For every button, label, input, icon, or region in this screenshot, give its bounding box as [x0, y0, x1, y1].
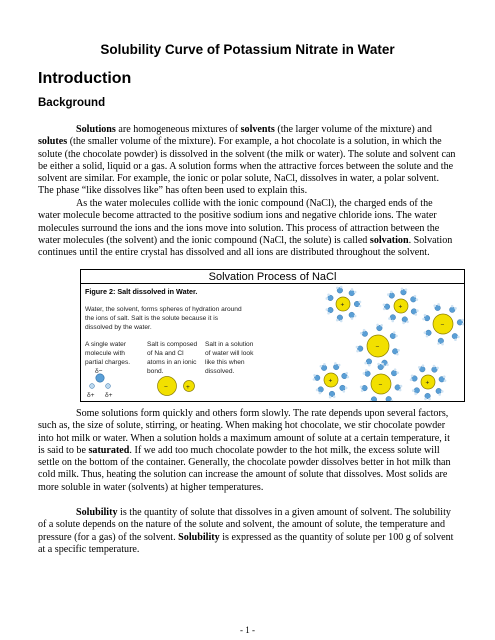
hydrogen-atom-icon — [416, 309, 419, 312]
hydrogen-atom-icon — [457, 336, 460, 339]
hydrogen-atom-icon — [414, 295, 417, 298]
hydrogen-atom-icon — [327, 312, 330, 315]
figure-desc-line2: the ions of salt. Salt is the solute because it is — [85, 315, 219, 322]
sodium-sign: + — [186, 384, 190, 391]
hydrogen-atom-icon — [383, 303, 386, 306]
hydrogen-atom-icon — [411, 374, 414, 377]
water-molecule-icon — [386, 396, 392, 401]
delta-plus-label-left: δ+ — [87, 392, 95, 399]
water-molecule-icon — [436, 388, 442, 394]
hydrogen-atom-icon — [400, 385, 403, 388]
hydrogen-atom-icon — [416, 298, 419, 301]
hydrogen-atom-icon — [323, 363, 326, 366]
text-run: (the smaller volume of the mixture). For example, a hot chocolate is a solution, in which the solute (the chocolate powder) is dissolved in the solvent (the milk or water). The solute and solvent can be either a solid, liquid or a gas. A solution forms when the attractive forces between the solute and the solvent are similar. For example, the ionic or polar solute, NaCl, dissolves in water, a polar solvent. The phase “like dissolves like” has often been used to explain this. — [38, 136, 456, 197]
text-run: . If we add too much chocolate powder to the hot milk, the excess solute will settle on the bottom of the container. Generally, the chocolate powder dissolves better in hot milk than cold milk. Thus, heating the solution can increase the amount of solute that dissolves. Most solids are more soluble in water (solvents) at higher temperatures. — [38, 444, 451, 493]
hydrogen-atom-icon — [406, 320, 409, 323]
term-solutes: solutes — [38, 136, 68, 148]
hydrogen-atom-icon — [326, 308, 329, 311]
water-caption-line1: A single water — [85, 341, 127, 348]
minus-sign: − — [375, 343, 380, 351]
salt-caption-line1: Salt is composed — [147, 341, 198, 348]
hydrogen-atom-icon — [365, 369, 368, 372]
hydrogen-atom-icon — [437, 303, 440, 306]
hydrogen-atom-icon — [461, 319, 464, 322]
hydrogen-atom-icon — [401, 288, 404, 291]
hydrogen-atom-icon — [340, 320, 343, 323]
paragraph-solutions — [38, 124, 456, 198]
term-solvents: solvents — [240, 124, 275, 135]
water-molecule-icon — [87, 368, 113, 399]
hydrogen-atom-icon — [454, 307, 457, 310]
term-solubility-2: Solubility — [178, 531, 220, 543]
water-molecule-icon — [391, 370, 397, 376]
minus-sign: − — [440, 321, 445, 329]
plus-sign: + — [425, 379, 430, 387]
water-molecule-icon — [389, 293, 395, 299]
text-run: is the quantity of solute that dissolves in a given amount of solvent. The solubility of a solute depends on the nature of the solute and solvent, the amount of solute, the temperature and pressure (for a gas) of the solvent. — [38, 507, 451, 543]
dissolved-caption-line2: of water will look — [205, 350, 254, 357]
hydrogen-atom-icon — [345, 387, 348, 390]
hydrogen-atom-icon — [363, 372, 366, 375]
figure-illustration — [81, 284, 464, 401]
hydrogen-atom-icon — [433, 304, 436, 307]
hydrogen-atom-icon — [351, 317, 354, 320]
hydrogen-atom-icon — [381, 363, 384, 366]
hydrogen-atom-icon — [391, 320, 394, 323]
hydrogen-atom-icon — [444, 379, 447, 382]
hydrogen-atom-icon — [364, 362, 367, 365]
hydrogen-atom-icon — [333, 395, 336, 398]
hydrogen-atom-icon — [395, 335, 398, 338]
hydrated-ions-illustration — [313, 286, 464, 401]
hydrogen-atom-icon — [422, 318, 425, 321]
hydrogen-atom-icon — [393, 331, 396, 334]
hydrogen-atom-icon — [426, 335, 429, 338]
paragraph-rate — [38, 408, 456, 494]
hydrogen-atom-icon — [424, 398, 427, 401]
paragraph-solvation — [38, 198, 456, 259]
text-run: Some solutions form quickly and others form slowly. The rate depends upon several factors, such as, the size of solute, stirring, or heating. When making hot chocolate, we stir chocolate powder into hot milk or water. When a solution holds a maximum amount of solute at a certain temperature, it is said to be — [38, 408, 450, 456]
hydrogen-atom-icon — [347, 376, 350, 379]
water-molecule-icon — [349, 290, 355, 296]
hydrogen-atom-icon — [410, 378, 413, 381]
water-molecule-icon — [318, 387, 324, 393]
figure-desc-line3: dissolved by the water. — [85, 324, 152, 331]
dissolved-caption-line3: like this when — [205, 359, 245, 366]
hydrogen-atom-icon — [327, 294, 330, 297]
delta-plus-label-right: δ+ — [105, 392, 113, 399]
delta-minus-label: δ− — [95, 368, 103, 375]
hydrogen-atom-icon — [438, 393, 441, 396]
hydrogen-atom-icon — [359, 301, 362, 304]
text-run: As the water molecules collide with the ionic compound (NaCl), the charged ends of the water molecule become attracted to the positive sodium ions and negative chloride ions. The water molecules surround the ions and the ions move into solution. This process of attraction between the water molecules (the solvent) and the ionic compound (NaCl, the solute) is called — [38, 198, 440, 246]
hydrogen-atom-icon — [361, 389, 364, 392]
plus-sign: + — [340, 301, 345, 309]
text-run: (the larger volume of the mixture) and — [274, 124, 432, 135]
hydrogen-atom-icon — [437, 342, 440, 345]
hydrogen-atom-icon — [418, 366, 421, 369]
minus-sign: − — [378, 381, 383, 389]
hydrogen-atom-icon — [396, 353, 399, 356]
hydrogen-atom-icon — [360, 386, 363, 389]
hydrogen-atom-icon — [359, 305, 362, 308]
hydrogen-atom-icon — [441, 390, 444, 393]
hydrogen-atom-icon — [329, 396, 332, 399]
dissolved-caption-line4: dissolved. — [205, 368, 235, 375]
page-number: - 1 - — [240, 625, 255, 635]
hydrogen-atom-icon — [377, 363, 380, 366]
hydrogen-atom-icon — [415, 313, 418, 316]
water-molecule-icon — [362, 331, 368, 337]
salt-caption-line3: atoms in an ionic — [147, 359, 197, 366]
hydrogen-atom-icon — [443, 375, 446, 378]
hydrogen-atom-icon — [340, 286, 343, 289]
water-molecule-icon — [349, 312, 355, 318]
hydrogen-atom-icon — [386, 364, 389, 367]
figure-desc-line1: Water, the solvent, forms spheres of hydration around — [85, 306, 242, 313]
hydrogen-atom-icon — [313, 374, 316, 377]
hydrogen-atom-icon — [422, 364, 425, 367]
hydrogen-atom-icon — [428, 398, 431, 401]
hydrogen-atom-icon — [336, 319, 339, 322]
water-molecule-icon — [366, 359, 372, 365]
hydrogen-atom-icon — [436, 367, 439, 370]
plus-sign: + — [398, 303, 403, 311]
hydrogen-atom-icon — [383, 308, 386, 311]
text-run: . Solvation continues until the entire crystal has dissolved and all ions are distributed throughout the solvent. — [38, 234, 453, 259]
document-title: Solubility Curve of Potassium Nitrate in Water — [100, 42, 395, 57]
hydrogen-atom-icon — [424, 331, 427, 334]
water-molecule-icon — [371, 397, 377, 401]
hydrogen-atom-icon — [351, 288, 354, 291]
hydrogen-atom-icon — [368, 364, 371, 367]
hydrogen-atom-icon — [387, 293, 390, 296]
hydrogen-atom-icon — [338, 364, 341, 367]
hydrogen-atom-icon — [376, 324, 379, 327]
hydrogen-atom-icon — [399, 389, 402, 392]
salt-caption-line2: of Na and Cl — [147, 350, 184, 357]
hydrogen-atom-icon — [316, 389, 319, 392]
hydrogen-atom-icon — [360, 332, 363, 335]
hydrogen-atom-icon — [397, 349, 400, 352]
hydrogen-atom-icon — [454, 338, 457, 341]
hydrogen-atom-icon — [356, 350, 359, 353]
section-heading: Introduction — [38, 70, 132, 87]
term-solubility: Solubility — [76, 507, 118, 518]
hydrogen-atom-icon — [396, 372, 399, 375]
hydrogen-atom-icon — [343, 390, 346, 393]
hydrogen-atom-icon — [345, 372, 348, 375]
hydrogen-atom-icon — [424, 314, 427, 317]
hydrogen-atom-icon — [319, 392, 322, 395]
chloride-sign: − — [164, 384, 168, 391]
hydrogen-atom-icon — [313, 378, 316, 381]
water-molecule-icon — [426, 330, 432, 336]
term-saturated: saturated — [88, 444, 130, 456]
hydrogen-atom-icon — [414, 393, 417, 396]
water-molecule-icon — [365, 371, 371, 377]
hydrogen-atom-icon — [320, 365, 323, 368]
hydrogen-atom-icon — [334, 362, 337, 365]
water-molecule-icon — [452, 333, 458, 339]
hydrogen-atom-icon — [388, 317, 391, 320]
figure-heading: Figure 2: Salt dissolved in Water. — [85, 287, 198, 296]
paragraph-solubility — [38, 507, 456, 556]
water-molecule-icon — [340, 385, 346, 391]
water-molecule-icon — [449, 307, 455, 313]
figure-caption: Solvation Process of NaCl — [80, 269, 465, 284]
hydrogen-atom-icon — [354, 315, 357, 318]
hydrogen-atom-icon — [433, 365, 436, 368]
water-caption-line3: partial charges. — [85, 359, 131, 366]
water-molecule-icon — [414, 388, 420, 394]
text-run: are homogeneous mixtures of — [115, 124, 241, 135]
hydrogen-atom-icon — [394, 368, 397, 371]
text-run: is expressed as the quantity of solute per 100 g of solvent at a specific temperature. — [38, 531, 454, 555]
hydrogen-atom-icon — [380, 324, 383, 327]
hydrogen-atom-icon — [451, 305, 454, 308]
hydrogen-atom-icon — [336, 287, 339, 290]
water-molecule-icon — [390, 333, 396, 339]
water-molecule-icon — [321, 365, 327, 371]
dissolved-caption-line1: Salt in a solution — [205, 341, 254, 348]
hydrogen-atom-icon — [412, 389, 415, 392]
hydrogen-atom-icon — [363, 329, 366, 332]
salt-caption-line4: bond. — [147, 368, 164, 375]
nacl-bond-icon — [158, 377, 195, 396]
hydrogen-atom-icon — [356, 346, 359, 349]
water-caption-line2: molecule with — [85, 350, 125, 357]
hydrogen-atom-icon — [402, 322, 405, 325]
solvation-figure — [80, 283, 465, 402]
term-solutions: Solutions — [76, 124, 116, 135]
term-solvation: solvation — [369, 234, 409, 246]
water-molecule-icon — [390, 315, 396, 321]
subsection-heading: Background — [38, 97, 106, 109]
plus-sign: + — [328, 377, 333, 385]
hydrogen-atom-icon — [441, 343, 444, 346]
hydrogen-atom-icon — [354, 291, 357, 294]
hydrogen-atom-icon — [326, 297, 329, 300]
hydrogen-atom-icon — [405, 288, 408, 291]
hydrogen-atom-icon — [390, 291, 393, 294]
